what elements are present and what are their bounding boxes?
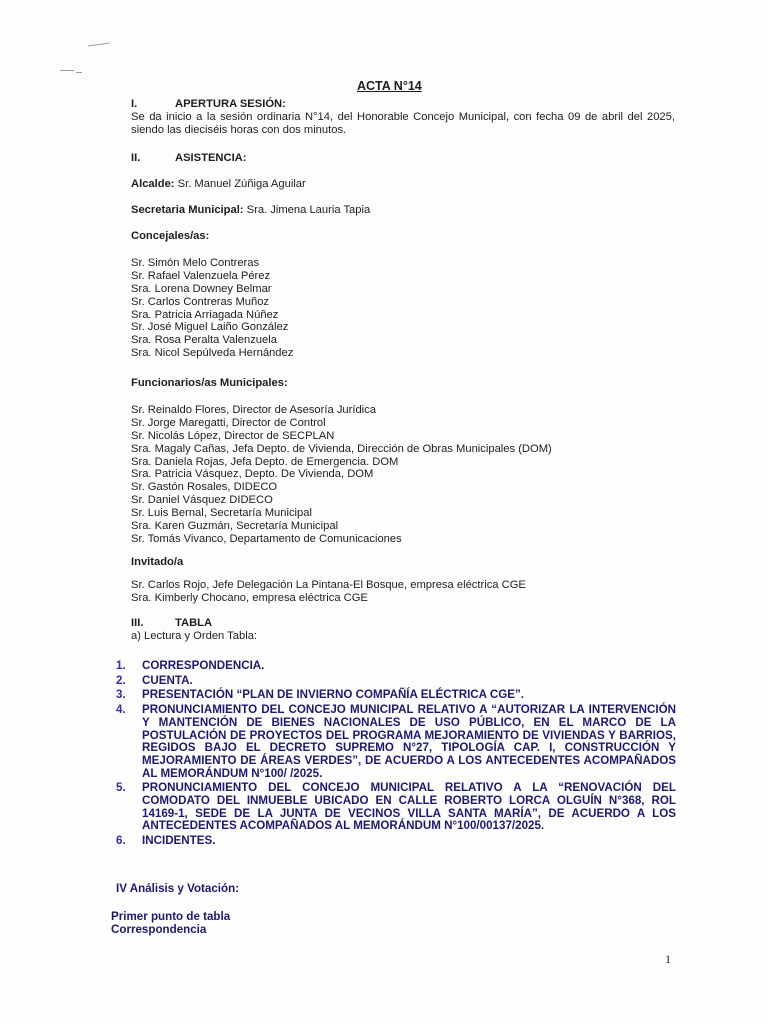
list-item: Sr. Daniel Vásquez DIDECO [131, 494, 273, 507]
list-item: Sr. Carlos Rojo, Jefe Delegación La Pintana-El Bosque, empresa eléctrica CGE [131, 579, 526, 591]
list-item: Sra. Rosa Peralta Valenzuela [131, 334, 277, 347]
invitados-label: Invitado/a [131, 556, 184, 568]
list-item: Sr. Luis Bernal, Secretaría Municipal [131, 507, 312, 520]
section-4-subheading-2: Correspondencia [111, 923, 207, 936]
list-item: Sra. Karen Guzmán, Secretaría Municipal [131, 520, 339, 533]
section-4-title: IV Análisis y Votación: [116, 882, 240, 895]
agenda-item-number: 5. [116, 781, 126, 795]
scan-artifact [88, 42, 110, 46]
section-4-subheading: Primer punto de tabla [111, 910, 231, 923]
secretaria-value: Sra. Jimena Lauria Tapia [246, 204, 371, 216]
section-1-text: Se da inicio a la sesión ordinaria N°14, del Honorable Concejo Municipal, con fecha 09 de abril del 2025, siendo las dieciséis horas con dos minutos. [131, 111, 675, 136]
agenda-item-5 [116, 782, 676, 833]
agenda-item-text: CUENTA. [142, 673, 193, 687]
list-item: Sr. Jorge Maregatti, Director de Control [131, 416, 326, 429]
section-3-number: III. [131, 617, 144, 629]
list-item: Sr. José Miguel Laiño González [131, 321, 289, 334]
funcionarios-list [131, 404, 552, 546]
list-item: Sr. Gastón Rosales, DIDECO [131, 481, 278, 494]
agenda-item-text: INCIDENTES. [142, 834, 216, 848]
scan-artifact [60, 70, 74, 71]
concejales-list [131, 257, 293, 360]
agenda-item-text: CORRESPONDENCIA. [142, 659, 265, 672]
list-item: Sra. Patricia Arriagada Núñez [131, 308, 279, 321]
list-item: Sra. Magaly Cañas, Jefa Depto. de Vivienda, Dirección de Obras Municipales (DOM) [131, 442, 552, 455]
section-3-subitem: a) Lectura y Orden Tabla: [131, 630, 258, 642]
agenda-item-number: 2. [116, 673, 126, 687]
scan-artifact [76, 72, 82, 73]
alcalde-value: Sr. Manuel Zúñiga Aguilar [177, 178, 306, 190]
invitados-list [131, 579, 526, 605]
agenda-item-6 [116, 835, 676, 848]
section-2-title: ASISTENCIA: [175, 152, 247, 164]
alcalde-line [131, 178, 306, 191]
list-item: Sra. Lorena Downey Belmar [131, 282, 272, 295]
agenda-item-2 [116, 675, 676, 688]
agenda-list [116, 660, 676, 848]
secretaria-line [131, 204, 370, 217]
concejales-label: Concejales/as: [131, 230, 210, 242]
agenda-item-number: 4. [116, 703, 126, 717]
list-item: Sra. Nicol Sepúlveda Hernández [131, 347, 294, 360]
page-number: 1 [665, 952, 671, 966]
list-item: Sr. Nicolás López, Director de SECPLAN [131, 429, 335, 442]
agenda-item-number: 3. [116, 688, 126, 702]
agenda-item-text: PRESENTACIÓN “PLAN DE INVIERNO COMPAÑÍA ELÉCTRICA CGE”. [142, 688, 524, 702]
alcalde-label: Alcalde: [131, 178, 175, 190]
list-item: Sr. Rafael Valenzuela Pérez [131, 269, 271, 282]
list-item: Sr. Tomás Vivanco, Departamento de Comunicaciones [131, 532, 402, 545]
section-2-heading [131, 152, 246, 165]
list-item: Sra. Kimberly Chocano, empresa eléctrica CGE [131, 591, 368, 604]
section-1-title: APERTURA SESIÓN: [175, 98, 286, 110]
list-item: Sr. Simón Melo Contreras [131, 257, 260, 269]
secretaria-label: Secretaria Municipal: [131, 204, 244, 216]
agenda-item-3 [116, 689, 676, 702]
agenda-item-text: PRONUNCIAMIENTO DEL CONCEJO MUNICIPAL RELATIVO A LA “RENOVACIÓN DEL COMODATO DEL INMUEBLE UBICADO EN CALLE ROBERTO LORCA OLGUÍN N°368, ROL 14169-1, SEDE DE LA JUNTA DE VECINOS VILLA SANTA MARÍA”, DE ACUERDO A LOS ANTECEDENTES ACOMPAÑADOS AL MEMORÁNDUM N°100/00137/2025. [142, 781, 676, 833]
section-1-number: I. [131, 98, 138, 110]
section-3-heading [131, 617, 212, 630]
list-item: Sra. Daniela Rojas, Jefa Depto. de Emergencia. DOM [131, 455, 399, 468]
list-item: Sr. Reinaldo Flores, Director de Asesoría Jurídica [131, 404, 376, 416]
agenda-item-number: 1. [116, 659, 126, 672]
agenda-item-1 [116, 660, 676, 673]
list-item: Sra. Patricia Vásquez, Depto. De Vivienda, DOM [131, 468, 374, 481]
agenda-item-text: PRONUNCIAMIENTO DEL CONCEJO MUNICIPAL RELATIVO A “AUTORIZAR LA INTERVENCIÓN Y MANTENCIÓN DE BIENES NACIONALES DE USO PÚBLICO, EN EL MARCO DE LA POSTULACIÓN DE PROYECTOS DEL PROGRAMA MEJORAMIENTO DE VIVIENDAS Y BARRIOS, REGIDOS BAJO EL DECRETO SUPREMO N°27, TIPOLOGÍA CAP. I, CONSTRUCCIÓN Y MEJORAMIENTO DE ÁREAS VERDES”, DE ACUERDO A LOS ANTECEDENTES ACOMPAÑADOS AL MEMORÁNDUM N°100/ /2025. [142, 703, 676, 780]
section-2-number: II. [131, 152, 141, 164]
funcionarios-label: Funcionarios/as Municipales: [131, 377, 288, 389]
agenda-item-number: 6. [116, 834, 126, 848]
section-1-heading [131, 98, 286, 111]
agenda-item-4 [116, 704, 676, 780]
list-item: Sr. Carlos Contreras Muñoz [131, 295, 270, 308]
section-3-title: TABLA [175, 617, 213, 629]
document-title: ACTA N°14 [357, 79, 422, 93]
